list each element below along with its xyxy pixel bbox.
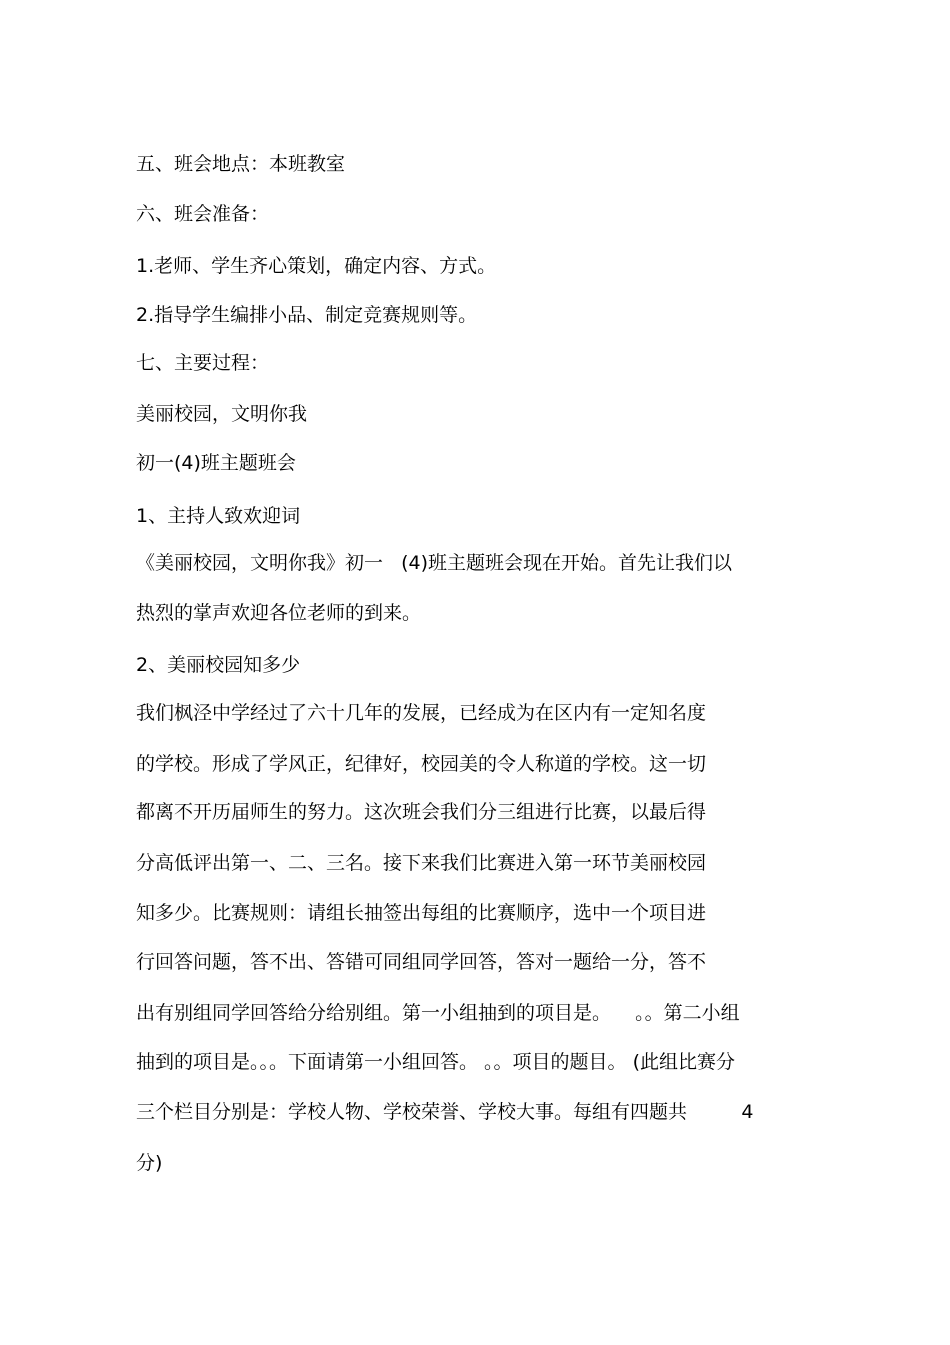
text-line: 《美丽校园，文明你我》初一 (4)班主题班会现在开始。首先让我们以 (136, 552, 733, 574)
text-line: 热烈的掌声欢迎各位老师的到来。 (136, 602, 422, 624)
text-line: 分高低评出第一、二、三名。接下来我们比赛进入第一环节美丽校园 (136, 852, 707, 874)
text-line: 出有别组同学回答给分给别组。第一小组抽到的项目是。 。。第二小组 (136, 1002, 740, 1024)
text-line: 七、主要过程： (136, 352, 270, 374)
text-line: 初一(4)班主题班会 (136, 452, 296, 474)
text-line: 分) (136, 1152, 163, 1174)
text-line: 1.老师、学生齐心策划，确定内容、方式。 (136, 255, 497, 277)
text-line: 美丽校园，文明你我 (136, 403, 308, 425)
text-line: 的学校。形成了学风正，纪律好，校园美的令人称道的学校。这一切 (136, 753, 707, 775)
text-line: 1、主持人致欢迎词 (136, 505, 301, 527)
text-line: 三个栏目分别是：学校人物、学校荣誉、学校大事。每组有四题共 4 (136, 1101, 754, 1123)
text-line: 五、班会地点：本班教室 (136, 153, 346, 175)
text-line: 都离不开历届师生的努力。这次班会我们分三组进行比赛，以最后得 (136, 801, 707, 823)
text-line: 2、美丽校园知多少 (136, 654, 301, 676)
text-line: 我们枫泾中学经过了六十几年的发展，已经成为在区内有一定知名度 (136, 702, 707, 724)
text-line: 抽到的项目是。。。下面请第一小组回答。 。。项目的题目。 (此组比赛分 (136, 1051, 735, 1073)
text-line: 知多少。比赛规则：请组长抽签出每组的比赛顺序，选中一个项目进 (136, 902, 707, 924)
text-line: 六、班会准备： (136, 203, 270, 225)
text-line: 行回答问题，答不出、答错可同组同学回答，答对一题给一分，答不 (136, 951, 707, 973)
text-line: 2.指导学生编排小品、制定竞赛规则等。 (136, 304, 478, 326)
